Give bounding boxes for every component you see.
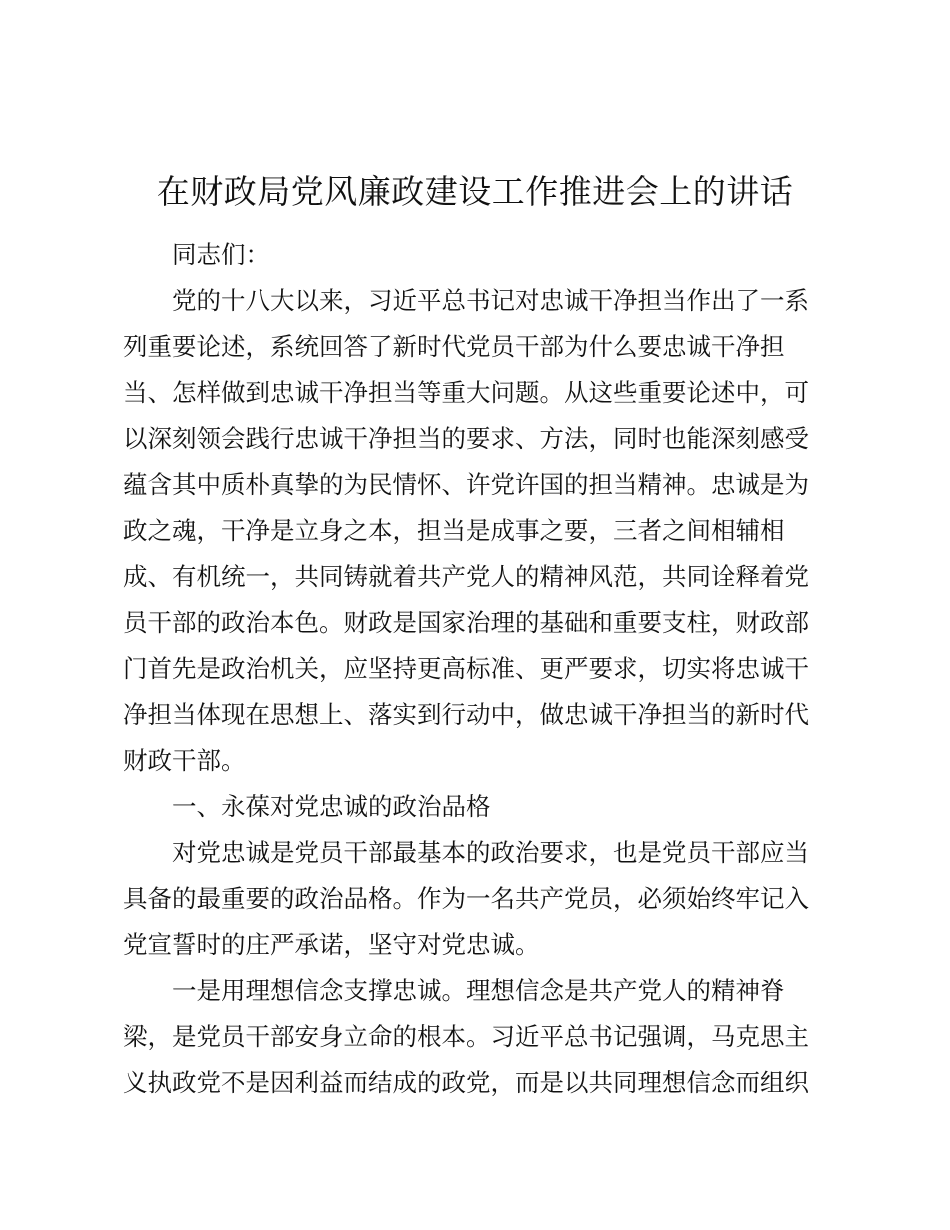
document-body bbox=[123, 232, 823, 1106]
text-line: 当、怎样做到忠诚干净担当等重大问题。从这些重要论述中，可 bbox=[123, 378, 809, 407]
document-title: 在财政局党风廉政建设工作推进会上的讲话 bbox=[156, 172, 794, 211]
text-line: 同志们： bbox=[172, 240, 270, 269]
text-line: 梁，是党员干部安身立命的根本。习近平总书记强调，马克思主 bbox=[123, 1022, 809, 1051]
text-line: 一是用理想信念支撑忠诚。理想信念是共产党人的精神脊 bbox=[172, 976, 785, 1005]
text-line: 净担当体现在思想上、落实到行动中，做忠诚干净担当的新时代 bbox=[123, 700, 809, 729]
text-line: 对党忠诚是党员干部最基本的政治要求，也是党员干部应当 bbox=[172, 838, 809, 867]
text-line: 政之魂，干净是立身之本，担当是成事之要，三者之间相辅相 bbox=[123, 516, 785, 545]
text-line: 员干部的政治本色。财政是国家治理的基础和重要支柱，财政部 bbox=[123, 608, 809, 637]
text-line: 具备的最重要的政治品格。作为一名共产党员，必须始终牢记入 bbox=[123, 884, 809, 913]
text-line: 门首先是政治机关，应坚持更高标准、更严要求，切实将忠诚干 bbox=[123, 654, 809, 683]
text-line: 列重要论述，系统回答了新时代党员干部为什么要忠诚干净担 bbox=[123, 332, 785, 361]
text-line: 财政干部。 bbox=[123, 746, 246, 775]
text-line: 党宣誓时的庄严承诺，坚守对党忠诚。 bbox=[123, 930, 540, 959]
text-line: 党的十八大以来，习近平总书记对忠诚干净担当作出了一系 bbox=[172, 286, 809, 315]
section-heading: 一、永葆对党忠诚的政治品格 bbox=[172, 792, 491, 821]
text-line: 成、有机统一，共同铸就着共产党人的精神风范，共同诠释着党 bbox=[123, 562, 809, 591]
text-line: 以深刻领会践行忠诚干净担当的要求、方法，同时也能深刻感受 bbox=[123, 424, 809, 453]
text-line: 蕴含其中质朴真挚的为民情怀、许党许国的担当精神。忠诚是为 bbox=[123, 470, 809, 499]
text-line: 义执政党不是因利益而结成的政党，而是以共同理想信念而组织 bbox=[123, 1068, 809, 1097]
